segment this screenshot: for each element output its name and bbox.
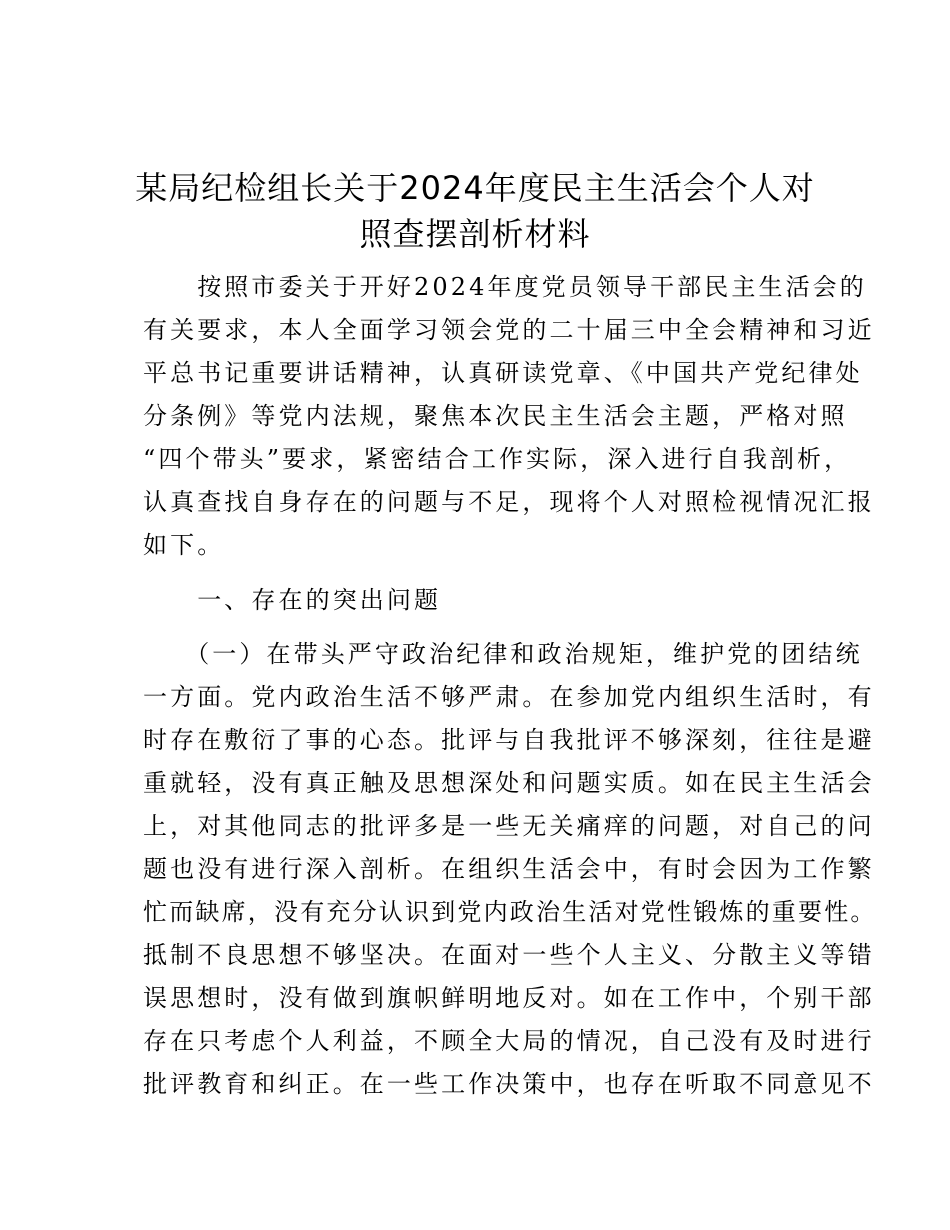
body-line: 一方面。党内政治生活不够严肃。在参加党内组织生活时，有 (143, 683, 875, 711)
body-line: “四个带头”要求，紧密结合工作实际，深入进行自我剖析， (143, 445, 852, 473)
body-line: 存在只考虑个人利益，不顾全大局的情况，自己没有及时进行 (143, 1027, 875, 1055)
body-line: 平总书记重要讲话精神，认真研读党章、《中国共产党纪律处 (143, 359, 863, 387)
document-title-line-1: 某局纪检组长关于2024年度民主生活会个人对 (135, 169, 815, 207)
body-line: 分条例》等党内法规，聚焦本次民主生活会主题，严格对照 (143, 402, 848, 430)
body-line: 按照市委关于开好2024年度党员领导干部民主生活会的 (143, 273, 867, 301)
body-line: （一）在带头严守政治纪律和政治规矩，维护党的团结统 (143, 640, 863, 668)
body-line: 题也没有进行深入剖析。在组织生活会中，有时会因为工作繁 (143, 855, 875, 883)
body-line: 时存在敷衍了事的心态。批评与自我批评不够深刻，往往是避 (143, 726, 875, 754)
body-line: 误思想时，没有做到旗帜鲜明地反对。如在工作中，个别干部 (143, 984, 875, 1012)
section-heading: 一、存在的突出问题 (143, 586, 442, 614)
body-line: 有关要求，本人全面学习领会党的二十届三中全会精神和习近 (143, 316, 875, 344)
body-line: 如下。 (143, 531, 225, 559)
document-title-line-2: 照查摆剖析材料 (359, 215, 591, 253)
body-line: 抵制不良思想不够坚决。在面对一些个人主义、分散主义等错 (143, 941, 875, 969)
body-line: 批评教育和纠正。在一些工作决策中，也存在听取不同意见不 (143, 1070, 875, 1098)
body-line: 认真查找自身存在的问题与不足，现将个人对照检视情况汇报 (143, 488, 875, 516)
body-line: 上，对其他同志的批评多是一些无关痛痒的问题，对自己的问 (143, 812, 875, 840)
body-line: 重就轻，没有真正触及思想深处和问题实质。如在民主生活会 (143, 769, 875, 797)
body-line: 忙而缺席，没有充分认识到党内政治生活对党性锻炼的重要性。 (143, 898, 877, 926)
